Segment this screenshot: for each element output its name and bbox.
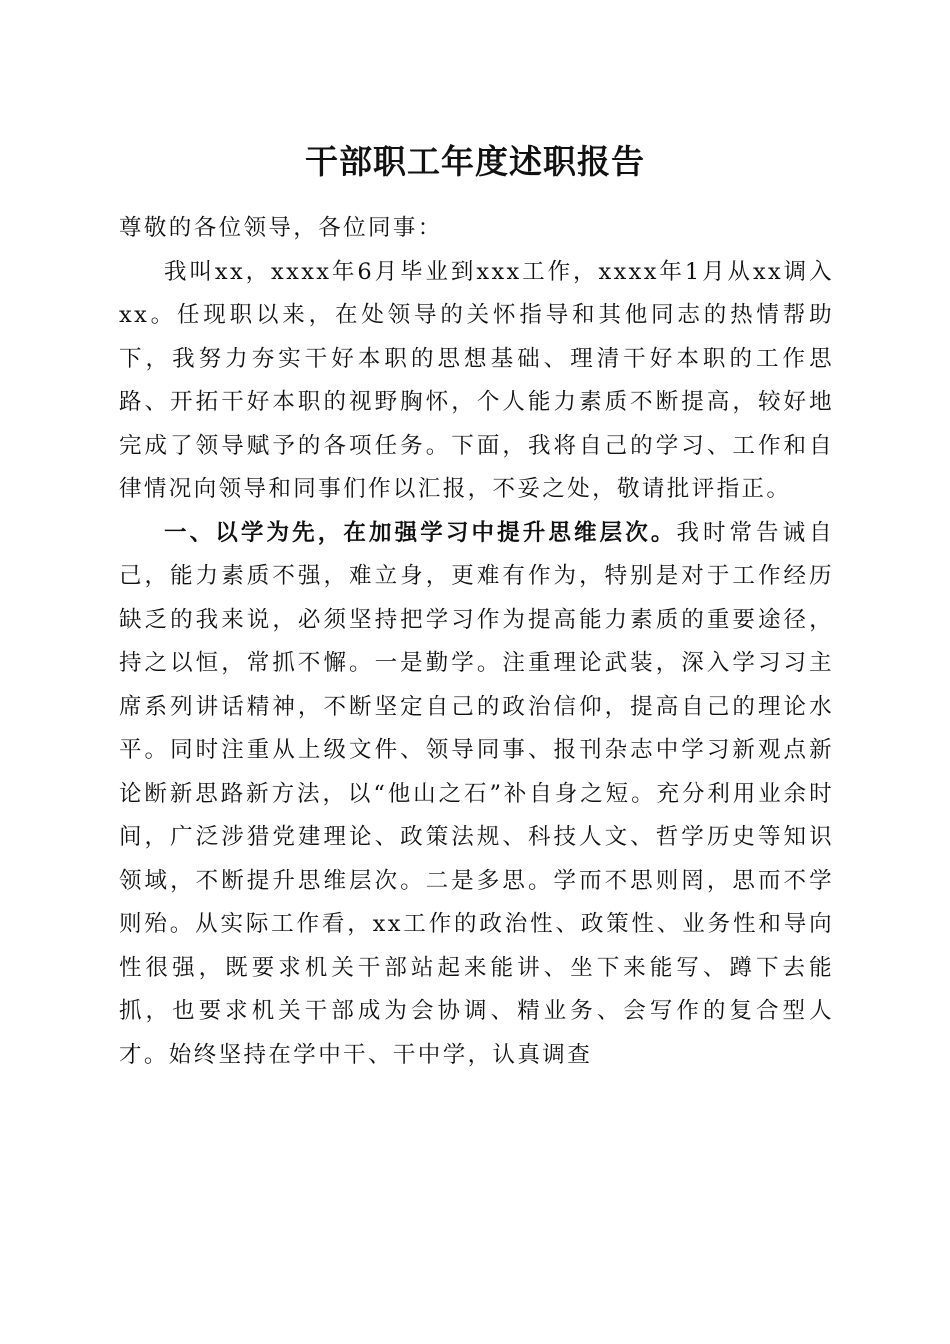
section-1-paragraph — [119, 512, 834, 1078]
document-body — [119, 207, 834, 1077]
intro-paragraph: 我叫xx，xxxx年6月毕业到xxx工作，xxxx年1月从xx调入xx。任现职以来，在处领导的关怀指导和其他同志的热情帮助下，我努力夯实干好本职的思想基础、理清干好本职的工作思路、开拓干好本职的视野胸怀，个人能力素质不断提高，较好地完成了领导赋予的各项任务。下面，我将自己的学习、工作和自律情况向领导和同事们作以汇报，不妥之处，敬请批评指正。 — [119, 258, 834, 502]
section-1-body: 我时常告诫自己，能力素质不强，难立身，更难有作为，特别是对于工作经历缺乏的我来说，必须坚持把学习作为提高能力素质的重要途径，持之以恒，常抓不懈。一是勤学。注重理论武装，深入学习习主席系列讲话精神，不断坚定自己的政治信仰，提高自己的理论水平。同时注重从上级文件、领导同事、报刊杂志中学习新观点新论断新思路新方法，以“他山之石”补自身之短。充分利用业余时间，广泛涉猎党建理论、政策法规、科技人文、哲学历史等知识领域，不断提升思维层次。二是多思。学而不思则罔，思而不学则殆。从实际工作看，xx工作的政治性、政策性、业务性和导向性很强，既要求机关干部站起来能讲、坐下来能写、蹲下去能抓，也要求机关干部成为会协调、精业务、会写作的复合型人才。始终坚持在学中干、干中学，认真调查 — [119, 519, 834, 1068]
section-1-heading: 一、以学为先，在加强学习中提升思维层次。 — [164, 519, 677, 546]
salutation: 尊敬的各位领导，各位同事： — [119, 215, 443, 241]
document-title: 干部职工年度述职报告 — [305, 142, 645, 181]
